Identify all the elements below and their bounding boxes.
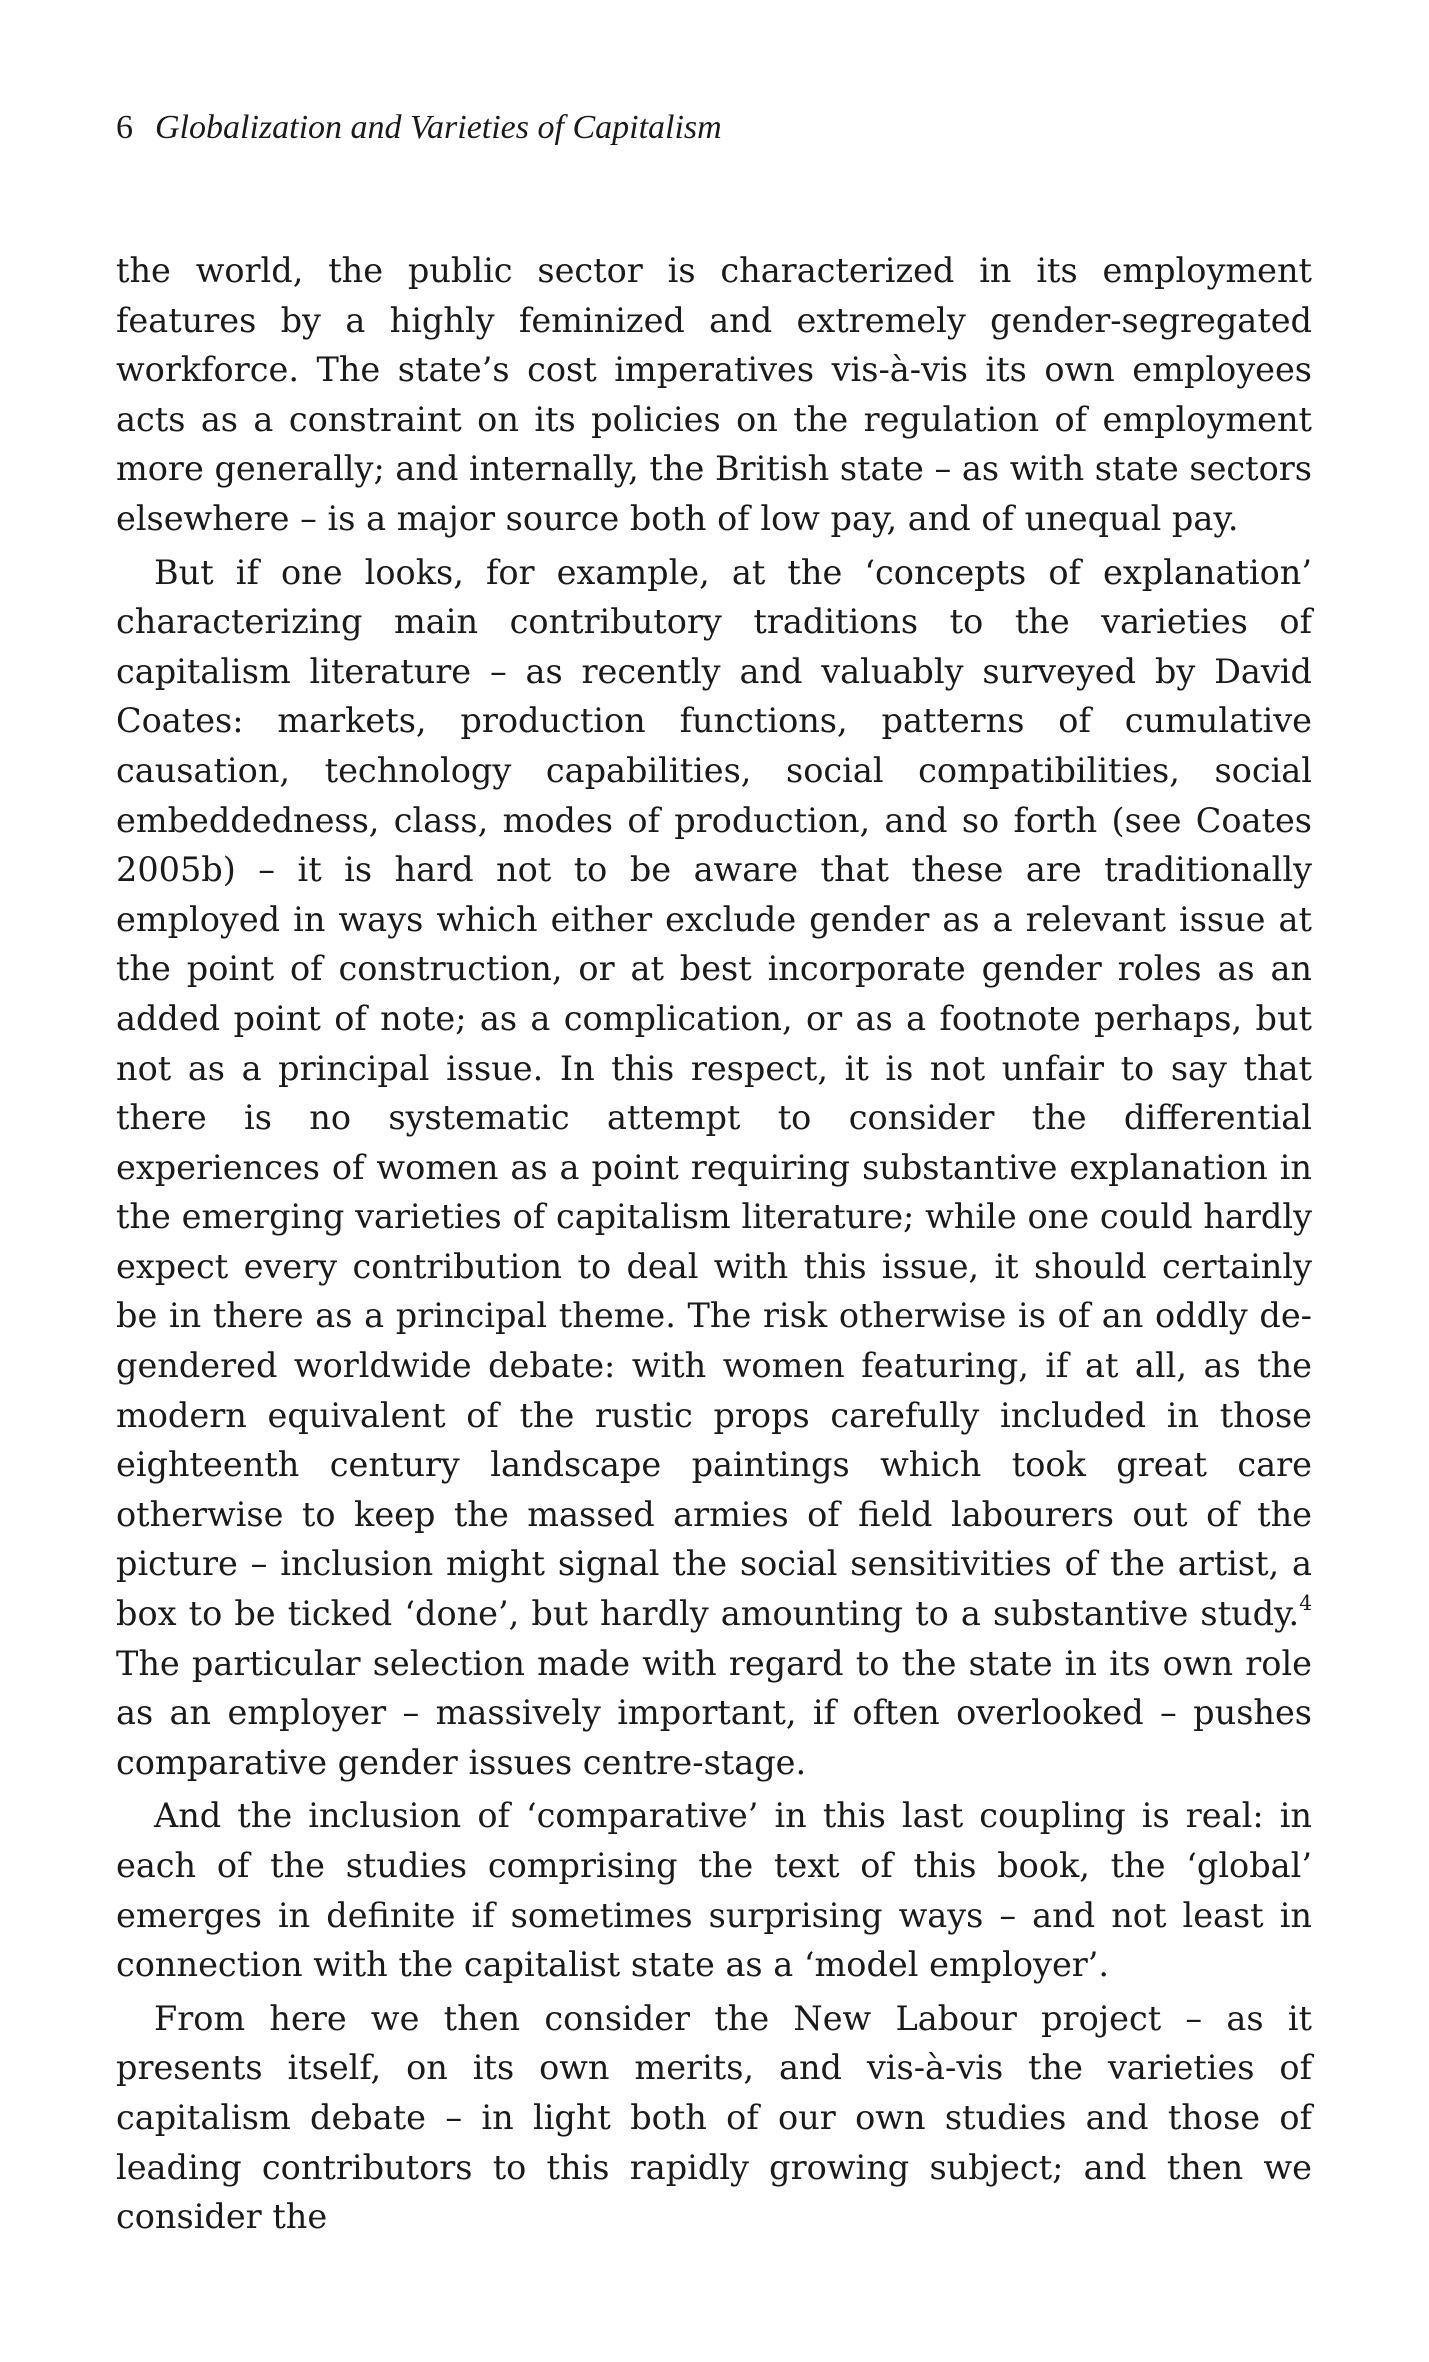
book-title: Globalization and Varieties of Capitalism <box>155 109 722 146</box>
paragraph-3: And the inclusion of ‘comparative’ in this last coupling is real: in each of the studies comprising the text of this book, the ‘global’ emerges in definite if sometimes surprising ways – and not least in connection with the capitalist state as a ‘model employer’. <box>116 1796 1312 1985</box>
paragraph-2-text: But if one looks, for example, at the ‘concepts of explanation’ characterizing main contributory traditions to the varieties of capitalism literature – as recently and valuably surveyed by David Coates: markets, production functions, patterns of cumulative causation, technology capabilities, social compatibilities, social embeddedness, class, modes of production, and so forth (see Coates 2005b) – it is hard not to be aware that these are traditionally employed in ways which either exclude gender as a relevant issue at the point of construction, or at best incorporate gender roles as an added point of note; as a complication, or as a footnote perhaps, but not as a principal issue. In this respect, it is not unfair to say that there is no systematic attempt to consider the differential experiences of women as a point requiring substantive explanation in the emerging varieties of capitalism literature; while one could hardly expect every contribution to deal with this issue, it should certainly be in there as a principal theme. The risk otherwise is of an oddly de-gendered worldwide debate: with women featuring, if at all, as the modern equivalent of the rustic props carefully included in those eighteenth century landscape paintings which took great care otherwise to keep the massed armies of field labourers out of the picture – inclusion might signal the social sensitivities of the artist, a box to be ticked ‘done’, but hardly amounting to a substantive study. <box>116 552 1312 1634</box>
running-head <box>116 108 722 148</box>
paragraph-2 <box>116 548 1312 1788</box>
page-number: 6 <box>116 109 133 146</box>
paragraph-2-continuation: The particular selection made with regard to the state in its own role as an employer – massively important, if often overlooked – pushes comparative gender issues centre-stage. <box>116 1643 1312 1782</box>
paragraph-4: From here we then consider the New Labour project – as it presents itself, on its own merits, and vis-à-vis the varieties of capitalism debate – in light both of our own studies and those of leading contributors to this rapidly growing subject; and then we consider the <box>116 1998 1312 2237</box>
body-text <box>116 246 1312 2242</box>
paragraph-1: the world, the public sector is characterized in its employment features by a highly feminized and extremely gender-segregated workforce. The state’s cost imperatives vis-à-vis its own employees acts as a constraint on its policies on the regulation of employment more generally; and internally, the British state – as with state sectors elsewhere – is a major source both of low pay, and of unequal pay. <box>116 251 1312 538</box>
footnote-marker: 4 <box>1299 1590 1312 1615</box>
